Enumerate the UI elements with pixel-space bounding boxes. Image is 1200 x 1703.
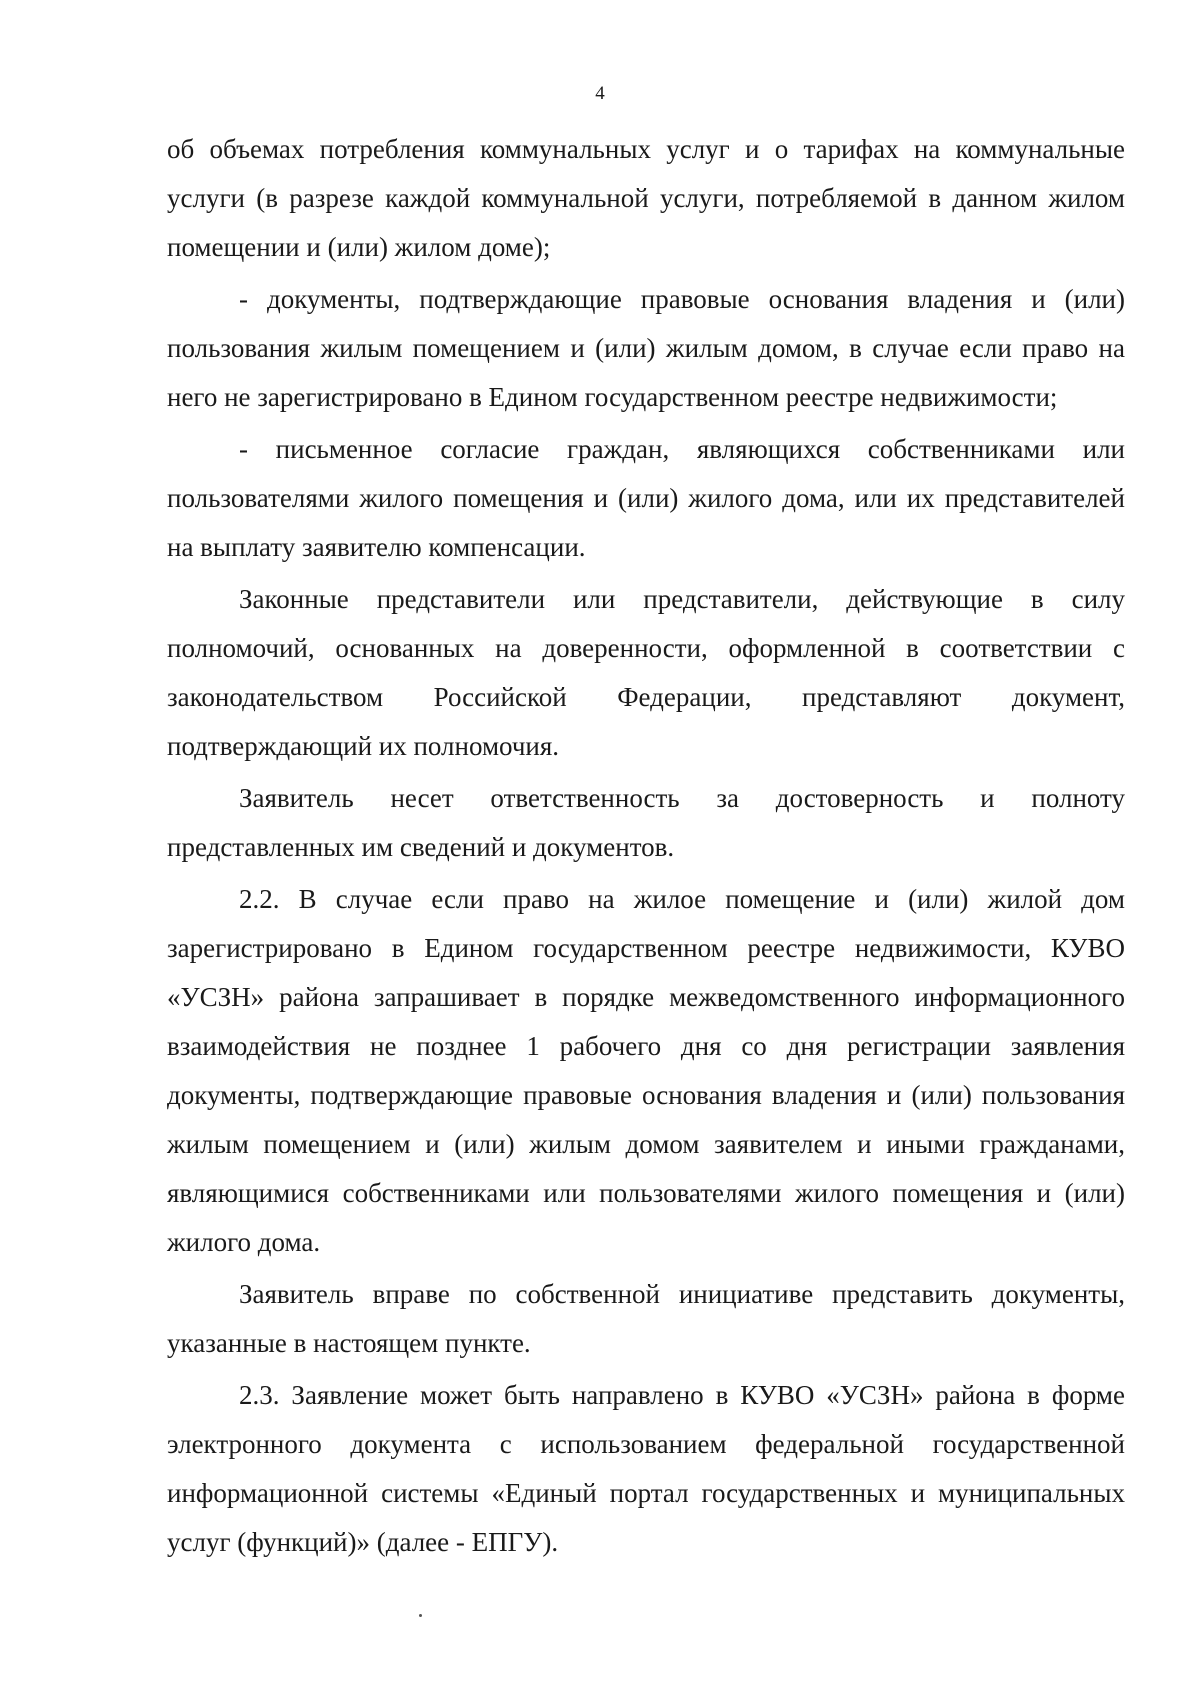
paragraph-written-consent: - письменное согласие граждан, являющихся собственниками или пользователями жилого помещения и (или) жилого дома, или их представителей на выплату заявителю компенсации. xyxy=(167,434,1125,562)
paragraph-section-2-3: 2.3. Заявление может быть направлено в КУВО «УСЗН» района в форме электронного документа с использованием федеральной государственной информационной системы «Единый портал государственных и муниципальных услуг (функций)» (далее - ЕПГУ). xyxy=(167,1380,1125,1557)
document-body xyxy=(167,125,1125,1570)
paragraph-continuation: об объемах потребления коммунальных услуг и о тарифах на коммунальные услуги (в разрезе каждой коммунальной услуги, потребляемой в данном жилом помещении и (или) жилом доме); xyxy=(167,134,1125,262)
scan-speck xyxy=(419,1614,422,1617)
paragraph-section-2-2: 2.2. В случае если право на жилое помещение и (или) жилой дом зарегистрировано в Едином государственном реестре недвижимости, КУВО «УСЗН» района запрашивает в порядке межведомственного информационного взаимодействия не позднее 1 рабочего дня со дня регистрации заявления документы, подтверждающие правовые основания владения и (или) пользования жилым помещением и (или) жилым домом заявителем и иными гражданами, являющимися собственниками или пользователями жилого помещения и (или) жилого дома. xyxy=(167,884,1125,1257)
paragraph-applicant-initiative: Заявитель вправе по собственной инициативе представить документы, указанные в настоящем пункте. xyxy=(167,1279,1125,1358)
paragraph-applicant-responsibility: Заявитель несет ответственность за достоверность и полноту представленных им сведений и документов. xyxy=(167,783,1125,862)
paragraph-legal-representatives: Законные представители или представители, действующие в силу полномочий, основанных на доверенности, оформленной в соответствии с законодательством Российской Федерации, представляют документ, подтверждающий их полномочия. xyxy=(167,584,1125,761)
page-number: 4 xyxy=(595,83,605,104)
paragraph-ownership-documents: - документы, подтверждающие правовые основания владения и (или) пользования жилым помещением и (или) жилым домом, в случае если право на него не зарегистрировано в Едином государственном реестре недвижимости; xyxy=(167,284,1125,412)
